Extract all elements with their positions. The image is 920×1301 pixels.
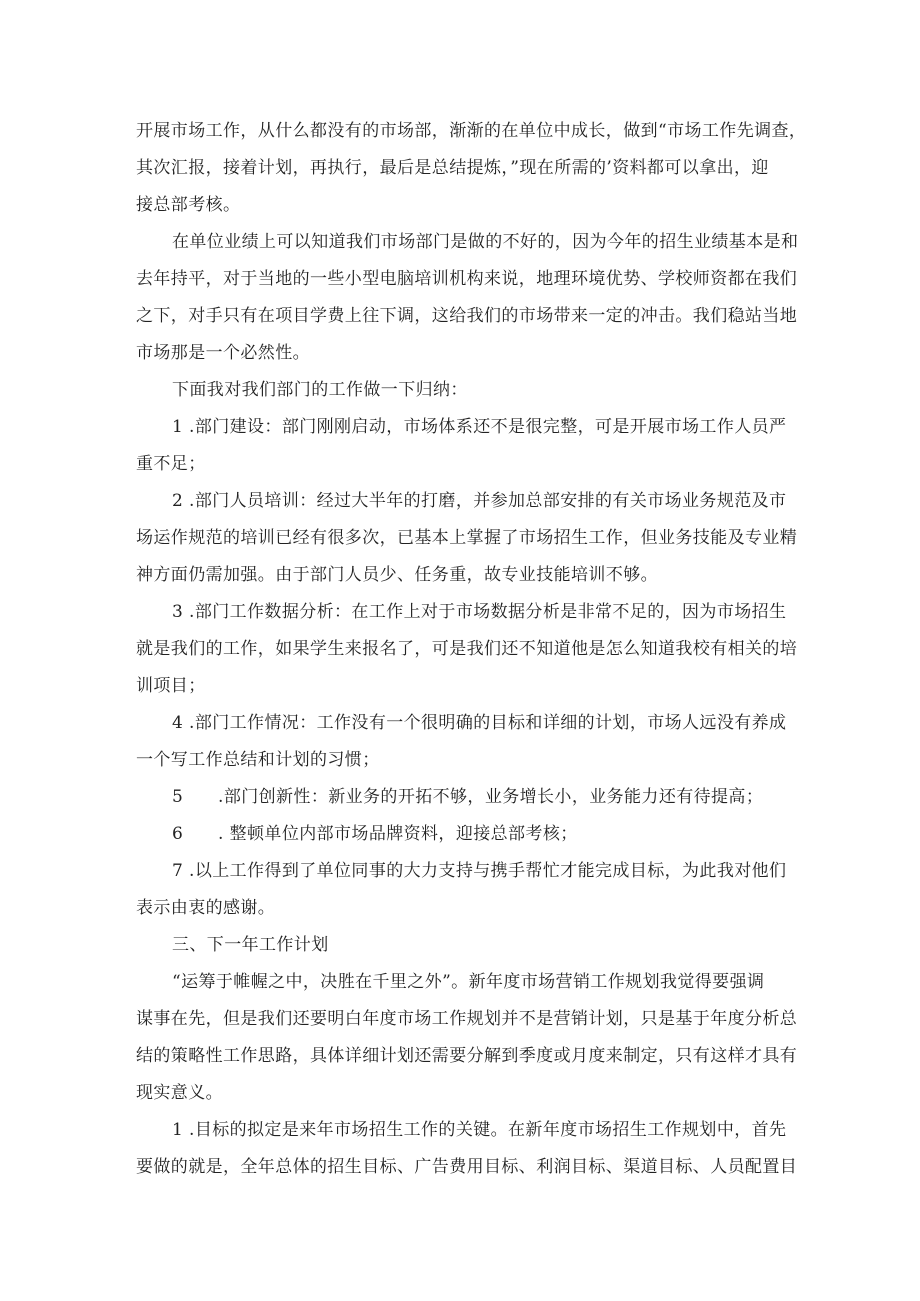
text-line: 重不足； xyxy=(136,454,206,474)
text-line: 场运作规范的培训已经有很多次，已基本上掌握了市场招生工作，但业务技能及专业精 xyxy=(136,528,798,548)
text-line: 7 .以上工作得到了单位同事的大力支持与携手帮忙才能完成目标，为此我对他们 xyxy=(172,861,787,881)
text-line: 训项目； xyxy=(136,676,206,696)
text-line: 市场那是一个必然性。 xyxy=(136,343,310,363)
text-line: 6 . 整顿单位内部市场品牌资料，迎接总部考核； xyxy=(172,824,578,844)
text-line: 1 .目标的拟定是来年市场招生工作的关键。在新年度市场招生工作规划中，首先 xyxy=(172,1120,787,1140)
text-line: 就是我们的工作，如果学生来报名了，可是我们还不知道他是怎么知道我校有相关的培 xyxy=(136,639,798,659)
text-line: 在单位业绩上可以知道我们市场部门是做的不好的，因为今年的招生业绩基本是和 xyxy=(172,232,799,252)
text-line: 现实意义。 xyxy=(136,1083,223,1103)
text-line: 结的策略性工作思路，具体详细计划还需要分解到季度或月度来制定，只有这样才具有 xyxy=(136,1046,798,1066)
text-line: 5 .部门创新性：新业务的开拓不够，业务增长小，业务能力还有待提高； xyxy=(172,787,764,807)
text-line: 之下，对手只有在项目学费上往下调，这给我们的市场带来一定的冲击。我们稳站当地 xyxy=(136,306,798,326)
text-line: 要做的就是，全年总体的招生目标、广告费用目标、利润目标、渠道目标、人员配置目 xyxy=(136,1157,798,1177)
text-line: 2 .部门人员培训：经过大半年的打磨，并参加总部安排的有关市场业务规范及市 xyxy=(172,491,787,511)
text-line: 去年持平，对于当地的一些小型电脑培训机构来说，地理环境优势、学校师资都在我们 xyxy=(136,269,798,289)
text-line: “运筹于帷幄之中，决胜在千里之外”。新年度市场营销工作规划我觉得要强调 xyxy=(172,972,765,992)
text-line: 表示由衷的感谢。 xyxy=(136,898,276,918)
text-line: 神方面仍需加强。由于部门人员少、任务重，故专业技能培训不够。 xyxy=(136,565,658,585)
text-line: 接总部考核。 xyxy=(136,195,241,215)
text-line: 下面我对我们部门的工作做一下归纳： xyxy=(172,380,468,400)
text-line: 3 .部门工作数据分析：在工作上对于市场数据分析是非常不足的，因为市场招生 xyxy=(172,602,787,622)
text-line: 4 .部门工作情况：工作没有一个很明确的目标和详细的计划，市场人远没有养成 xyxy=(172,713,787,733)
text-line: 一个写工作总结和计划的习惯； xyxy=(136,750,380,770)
section-heading: 三、下一年工作计划 xyxy=(172,935,329,955)
text-line: 1 .部门建设：部门刚刚启动，市场体系还不是很完整，可是开展市场工作人员严 xyxy=(172,417,787,437)
text-line: 谋事在先，但是我们还要明白年度市场工作规划并不是营销计划，只是基于年度分析总 xyxy=(136,1009,798,1029)
text-line: 开展市场工作，从什么都没有的市场部，渐渐的在单位中成长，做到“市场工作先调查， xyxy=(136,121,807,141)
text-line: 其次汇报，接着计划，再执行，最后是总结提炼，”现在所需的’资料都可以拿出，迎 xyxy=(136,158,769,178)
